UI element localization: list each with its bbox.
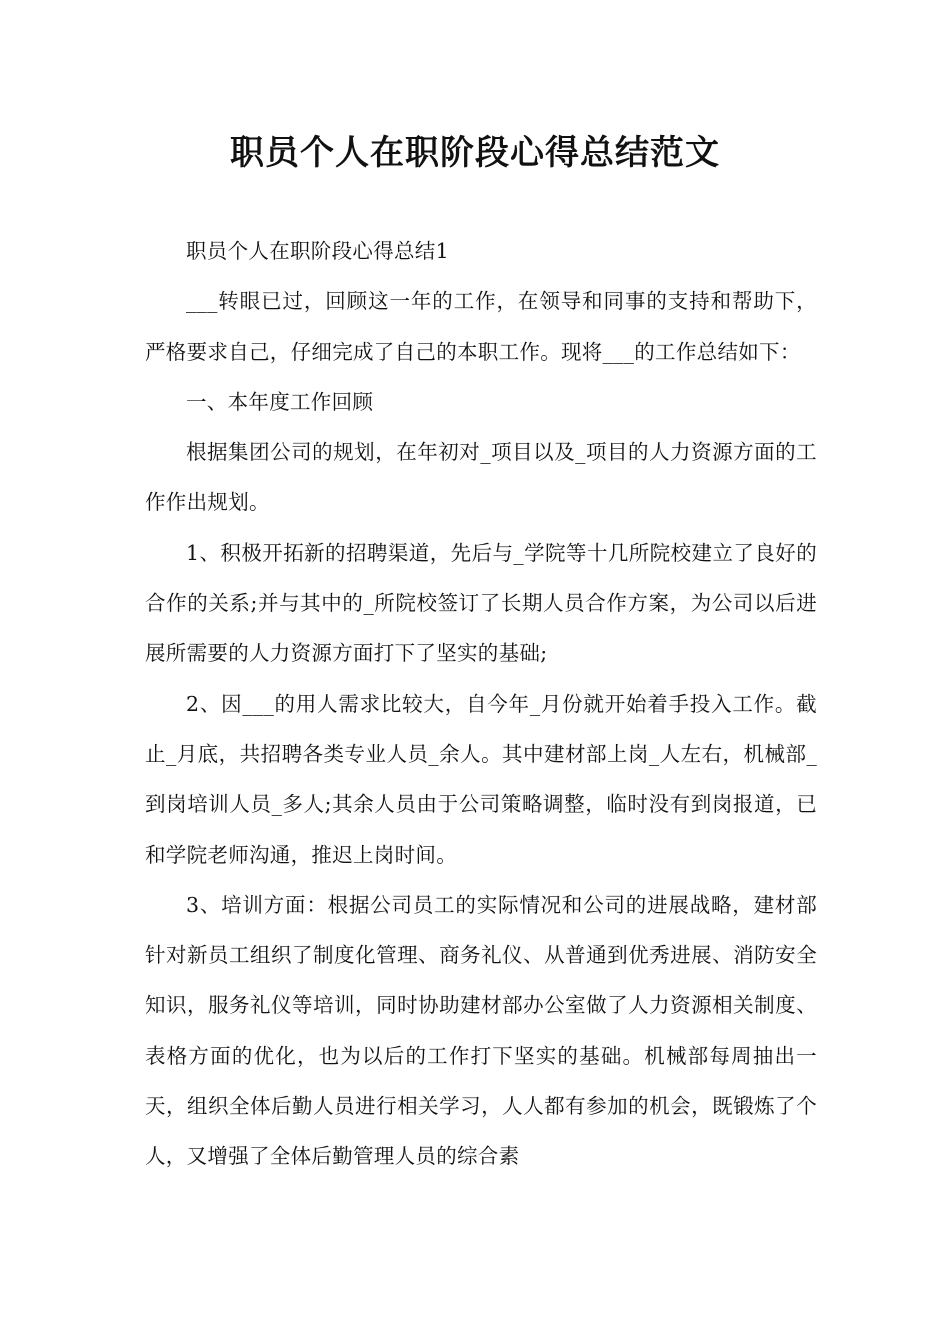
section-heading-review: 一、本年度工作回顾 [186, 389, 374, 414]
document-title: 职员个人在职阶段心得总结范文 [230, 133, 720, 173]
paragraph-intro: ___转眼已过，回顾这一年的工作，在领导和同事的支持和帮助下，严格要求自己，仔细完成了自己的本职工作。现将___的工作总结如下： [145, 289, 817, 364]
paragraph-item-3: 3、培训方面：根据公司员工的实际情况和公司的进展战略，建材部针对新员工组织了制度化管理、商务礼仪、从普通到优秀进展、消防安全知识，服务礼仪等培训，同时协助建材部办公室做了人力资源相关制度、表格方面的优化，也为以后的工作打下坚实的基础。机械部每周抽出一天，组织全体后勤人员进行相关学习，人人都有参加的机会，既锻炼了个人，又增强了全体后勤管理人员的综合素 [145, 892, 817, 1169]
paragraph-plan: 根据集团公司的规划，在年初对_项目以及_项目的人力资源方面的工作作出规划。 [145, 440, 817, 515]
paragraph-item-1: 1、积极开拓新的招聘渠道，先后与_学院等十几所院校建立了良好的合作的关系;并与其中的_所院校签订了长期人员合作方案，为公司以后进展所需要的人力资源方面打下了坚实的基础; [145, 540, 817, 666]
document-body [145, 226, 817, 1182]
paragraph-item-2: 2、因___的用人需求比较大，自今年_月份就开始着手投入工作。截止_月底，共招聘各类专业人员_余人。其中建材部上岗_人左右，机械部_到岗培训人员_多人;其余人员由于公司策略调整，临时没有到岗报道，已和学院老师沟通，推迟上岗时间。 [145, 691, 817, 867]
section-heading: 职员个人在职阶段心得总结1 [186, 239, 449, 263]
